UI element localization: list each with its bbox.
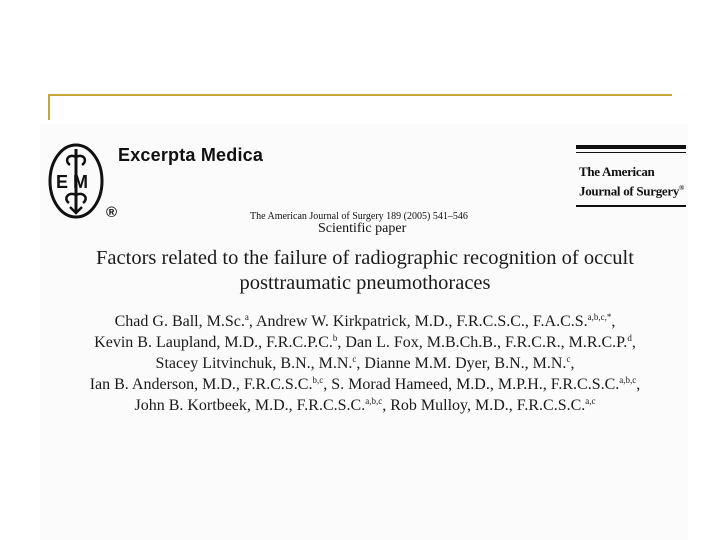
author-line <box>40 374 690 395</box>
author-affiliation: d <box>627 333 632 343</box>
author-separator: , <box>382 397 391 414</box>
author-affiliation: a,b,c,* <box>587 312 612 322</box>
author-name: Ian B. Anderson, M.D., F.R.C.S.C. <box>89 376 313 393</box>
journal-logo <box>579 164 687 199</box>
journal-logo-mark: ® <box>679 184 684 192</box>
author-name: Kevin B. Laupland, M.D., F.R.C.P.C. <box>94 334 333 351</box>
author-line <box>40 353 690 374</box>
author-separator: , <box>570 355 575 372</box>
publisher-name: Excerpta Medica <box>118 145 264 165</box>
journal-logo-line1: The American <box>579 164 655 179</box>
author-separator: , <box>248 313 256 330</box>
author-name: Andrew W. Kirkpatrick, M.D., F.R.C.S.C., F.A.C.S. <box>255 313 588 330</box>
journal-citation: The American Journal of Surgery 189 (2005) 541–546 <box>250 211 468 222</box>
journal-logo-rule-thin <box>576 152 686 153</box>
journal-logo-rule-bottom <box>576 205 686 207</box>
author-separator: , <box>323 376 332 393</box>
author-separator: , <box>636 376 641 393</box>
author-name: S. Morad Hameed, M.D., M.P.H., F.R.C.S.C. <box>331 376 620 393</box>
article-type: Scientific paper <box>318 221 407 236</box>
slide-frame-left-rule <box>48 94 50 120</box>
author-affiliation: c <box>566 354 571 364</box>
author-affiliation: b <box>332 333 338 343</box>
author-line <box>40 395 690 416</box>
article-title <box>40 246 690 296</box>
author-name: John B. Kortbeek, M.D., F.R.C.S.C. <box>134 397 366 414</box>
journal-logo-line2-wrap <box>579 180 687 199</box>
author-name: Dianne M.M. Dyer, B.N., M.N. <box>364 355 567 372</box>
journal-logo-line2: Journal of Surgery <box>579 183 680 199</box>
article-title-line-2: posttraumatic pneumothoraces <box>239 272 491 294</box>
journal-logo-rule-thick <box>576 145 686 149</box>
author-name: Chad G. Ball, M.Sc. <box>114 313 245 330</box>
author-affiliation: a,c <box>585 396 596 406</box>
excerpta-medica-emblem-icon <box>48 143 104 219</box>
author-separator: , <box>356 355 365 372</box>
article-title-line-1: Factors related to the failure of radiographic recognition of occult <box>96 247 634 269</box>
author-separator: , <box>631 334 636 351</box>
author-separator: , <box>611 313 616 330</box>
author-line <box>40 332 690 353</box>
author-name: Dan L. Fox, M.B.Ch.B., F.R.C.R., M.R.C.P. <box>345 334 628 351</box>
author-line <box>40 311 690 332</box>
author-affiliation: b,c <box>312 375 324 385</box>
author-affiliation: c <box>352 354 357 364</box>
author-affiliation: a,b,c <box>365 396 383 406</box>
author-name: Stacey Litvinchuk, B.N., M.N. <box>155 355 353 372</box>
author-separator: , <box>337 334 346 351</box>
registered-mark: ® <box>106 204 118 221</box>
emblem-letter-e: E M <box>56 172 89 192</box>
author-list <box>40 311 690 416</box>
author-affiliation: a,b,c <box>619 375 637 385</box>
slide-frame-top-rule <box>48 94 672 96</box>
author-affiliation: a <box>244 312 249 322</box>
author-name: Rob Mulloy, M.D., F.R.C.S.C. <box>390 397 586 414</box>
